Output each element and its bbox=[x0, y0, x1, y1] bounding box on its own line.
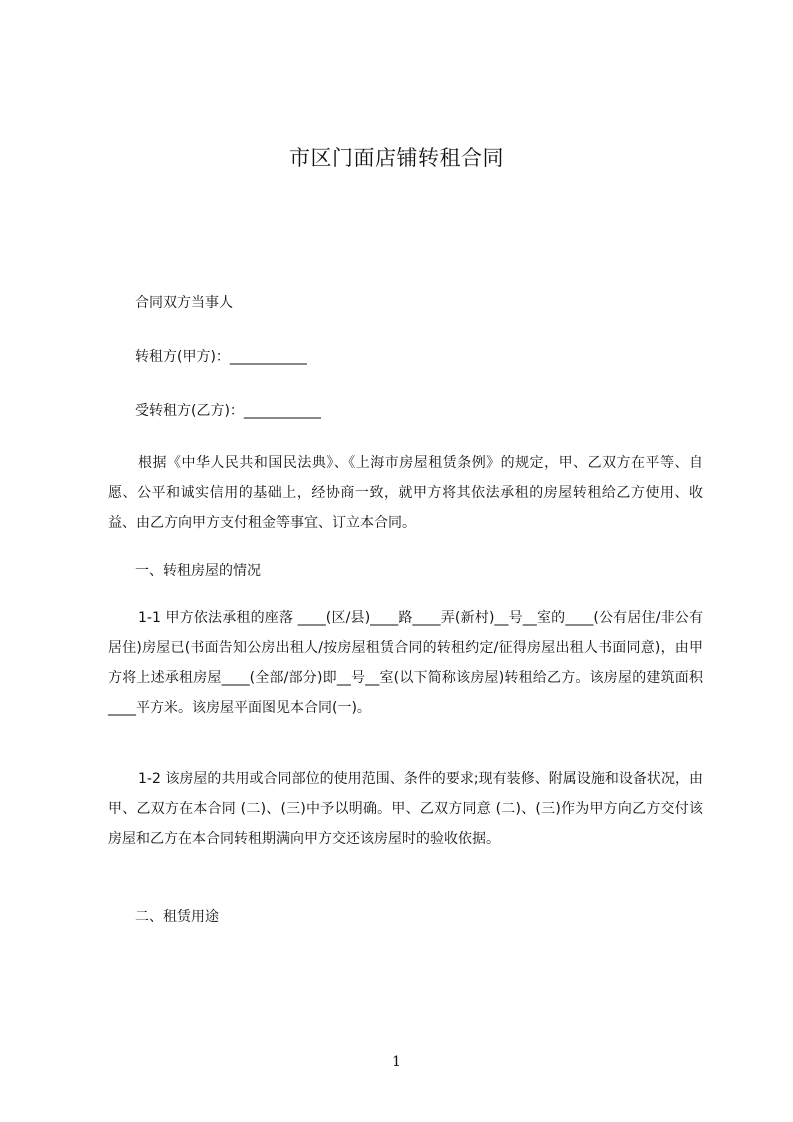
parties-heading: 合同双方当事人 bbox=[135, 295, 233, 311]
section-2-heading: 二、租赁用途 bbox=[135, 909, 219, 925]
clause-1-2-paragraph: 1-2 该房屋的共用或合同部位的使用范围、条件的要求;现有装修、附属设施和设备状况，由甲、乙双方在本合同 (二)、(三)中予以明确。甲、乙双方同意 (二)、(三)作为甲方向乙方交付该房屋和乙方在本合同转租期满向甲方交还该房屋时的验收依据。 bbox=[108, 771, 703, 847]
document-title: 市区门面店铺转租合同 bbox=[289, 146, 504, 170]
party-b-line: 受转租方(乙方)：___________ bbox=[135, 403, 321, 419]
page-number: 1 bbox=[392, 1054, 401, 1070]
party-a-line: 转租方(甲方)：___________ bbox=[135, 349, 307, 365]
preamble-paragraph: 根据《中华人民共和国民法典》、《上海市房屋租赁条例》的规定，甲、乙双方在平等、自愿、公平和诚实信用的基础上，经协商一致，就甲方将其依法承租的房屋转租给乙方使用、收益、由乙方向甲方支付租金等事宜、订立本合同。 bbox=[108, 455, 703, 531]
clause-1-1-paragraph: 1-1 甲方依法承租的座落 ____(区/县)____路____弄(新村)__号__室的____(公有居住/非公有居住)房屋已(书面告知公房出租人/按房屋租赁合同的转租约定/征得房屋出租人书面同意)，由甲方将上述承租房屋____(全部/部分)即__号__室(以下简称该房屋)转租给乙方。该房屋的建筑面积____平方米。该房屋平面图见本合同(一)。 bbox=[108, 610, 703, 716]
section-1-heading: 一、转租房屋的情况 bbox=[135, 563, 261, 579]
